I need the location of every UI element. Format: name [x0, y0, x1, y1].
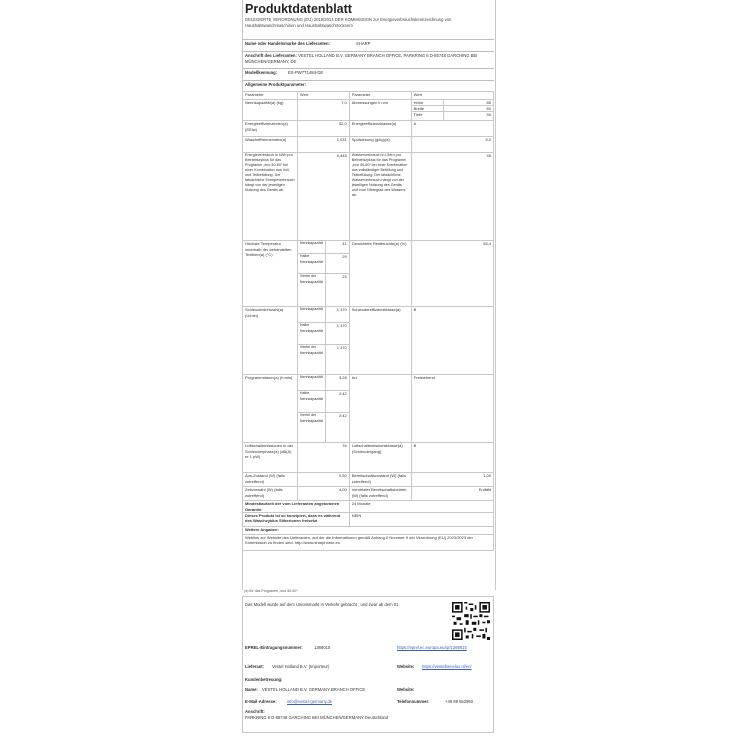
duration-label: Programmdauer(a) (h:min)	[243, 375, 298, 443]
standby-value: 1,00	[411, 473, 493, 487]
further-value: Weblink zur Website des Lieferanten, auf der die Informationen gemäß Anhang II Nummer 9 der Verordnung (EU) 2023/2023 der Kommission zu finden sind: http://www.sharphome.eu	[243, 534, 494, 550]
model-label: Modellkennung:	[245, 70, 278, 75]
wash-index-value: 1,031	[297, 137, 349, 153]
eclass-value: A	[411, 121, 493, 137]
silver-label: Dieses Produkt ist so konzipiert, dass es während des Waschzyklus Silberionen freisetzt	[243, 512, 350, 526]
dur-full-value: 3:28	[325, 375, 349, 391]
supplier-name-label: Name oder Handelsmarke des Lieferanten:	[245, 41, 330, 46]
temp-label: Höchste Temperatur innerhalb der behandelten Textilien(a) (°C)	[243, 241, 298, 307]
depth-value: 50	[444, 112, 494, 121]
supplier-address-text	[245, 53, 491, 65]
address-value: PARKRING 6 D-85748 GARCHING BEI MÜNCHEN/GERMANY Deutschland	[245, 715, 389, 720]
delay-value: 4,00	[297, 487, 349, 501]
website-link[interactable]: https://vestelbenelux.nl/en/	[422, 664, 472, 669]
height-value: 85	[444, 100, 494, 106]
phone-label: Telefonnummer:	[397, 699, 430, 704]
dur-half-value: 2:42	[325, 391, 349, 413]
warranty-value: 24 Monate	[349, 501, 493, 512]
col-param-header-2: Parameter	[349, 92, 411, 100]
wash-index-label: Wascheffizienzindex(a)	[243, 137, 298, 153]
footnote: (a) für das Programm „eco 40-60“.	[244, 589, 299, 593]
support-label: Kundenbetreuung:	[245, 677, 283, 682]
model-value: ES-PW7T1484-DE	[288, 70, 324, 75]
dur-full-label: Nennkapazität	[297, 375, 325, 391]
warranty-label: Mindestlaufzeit der vom Lieferanten angebotenen Garantie:	[243, 501, 350, 512]
model-row	[242, 68, 494, 78]
dur-quarter-label: Viertel der Nennkapazität	[297, 413, 325, 443]
network-label: Vernetzter Bereitschaftsbetrieb (W) (falls zutreffend)	[349, 487, 411, 501]
standby-label: Bereitschaftszustand (W) (falls zutreffend)	[349, 473, 411, 487]
temp-quarter-value: 23	[325, 274, 349, 307]
support-name-label: Name:	[245, 687, 258, 692]
spin-label: Schleuderdrehzahl(a) (U/min)	[243, 307, 298, 375]
regulation-text: DELEGIERTE VERORDNUNG (EU) 2019/2014 DER KOMMISSION zur Energieverbrauchskennzeichnung von Haushaltswaschmaschinen und Haushaltswaschtrocknern	[245, 17, 452, 28]
residual-value: 53,4	[411, 241, 493, 307]
off-value: 0,50	[297, 473, 349, 487]
network-value: Entfällt	[411, 487, 493, 501]
eei-value: 52,0	[297, 121, 349, 137]
spin-half-label: Halbe Nennkapazität	[297, 323, 325, 345]
temp-half-label: Halbe Nennkapazität	[297, 254, 325, 274]
general-params-label: Allgemeine Produktparameter:	[245, 82, 306, 87]
col-value-header: Wert	[297, 92, 349, 100]
supplier-address: VESTEL HOLLAND B.V. GERMANY BRANCH OFFICE, PARKRING 6 D-85748 GARCHING BEI MÜNCHEN/GERMANY, DE	[245, 53, 478, 64]
website-label: Website:	[397, 664, 415, 669]
spin-quarter-label: Viertel der Nennkapazität	[297, 345, 325, 375]
type-value: Freistehend	[411, 375, 493, 443]
rinse-label: Spülwirkung (g/kg)(a)	[349, 137, 411, 153]
noise-class-label: Luftschallemissionsklasse(a) (Schleudergang)	[349, 443, 411, 473]
supplier-address-label: Anschrift des Lieferanten:	[245, 53, 297, 58]
eprel-label: EPREL-Eintragungsnummer:	[245, 645, 303, 650]
address-label: Anschrift:	[245, 709, 265, 714]
noise-value: 76	[297, 443, 349, 473]
energy-label: Energieverbrauch in kWh pro Betriebszyklus für das Programm „eco 40-60“ bei einer Kombination aus Voll- und Teilbefüllung. Der tatsächliche Energieverbrauch hängt von der jeweiligen Nutzung des Geräts ab.	[243, 153, 298, 241]
qr-code-icon[interactable]	[452, 602, 490, 640]
market-intro: Das Modell wurde auf dem Unionsmarkt in Verkehr gebracht , und zwar ab dem 01.	[245, 602, 400, 607]
height-label: Höhe	[411, 100, 444, 106]
water-value: 45	[411, 153, 493, 241]
water-label: Wasserverbrauch in Litern pro Betriebszyklus für das Programm „eco 40-60“ bei einer Kombination aus vollständiger Befüllung und Teilbefüllung. Der tatsächliche Wasserverbrauch hängt von der jeweiligen Nutzung des Geräts und vom Härtegrad des Wassers ab.	[349, 153, 411, 241]
phone-value: +49 89 552950	[445, 699, 474, 704]
supplier-value: Vestel Holland B.V. (Importeur)	[272, 664, 330, 669]
col-param-header: Parameter	[243, 92, 298, 100]
dur-quarter-value: 2:42	[325, 413, 349, 443]
noise-label: Luftschallemissionen in der Schleuderphase(a) (dB(A) re 1 pW)	[243, 443, 298, 473]
type-label: Art	[349, 375, 411, 443]
silver-value: NEIN	[349, 512, 493, 526]
temp-half-value: 29	[325, 254, 349, 274]
page-title: Produktdatenblatt	[245, 2, 352, 16]
delay-label: Zeitvorwahl (W) (falls zutreffend)	[243, 487, 298, 501]
supplier-address-row	[242, 51, 494, 66]
off-label: Aus-Zustand (W) (falls zutreffend)	[243, 473, 298, 487]
spin-half-value: 1 370	[325, 323, 349, 345]
supplier-name: SHARP	[356, 41, 371, 46]
eprel-number: 1369015	[314, 645, 331, 650]
temp-full-value: 41	[325, 241, 349, 254]
spin-full-label: Nennkapazität	[297, 307, 325, 323]
spin-class-label: Schleudereffizienzklasse(a)	[349, 307, 411, 375]
dur-half-label: Halbe Nennkapazität	[297, 391, 325, 413]
spin-class-value: B	[411, 307, 493, 375]
width-label: Breite	[411, 106, 444, 112]
temp-quarter-label: Viertel der Nennkapazität	[297, 274, 325, 307]
supplier-name-row	[242, 39, 494, 51]
general-params-row	[242, 80, 494, 90]
eclass-label: Energieeffizienzklasse(a)	[349, 121, 411, 137]
width-value: 60	[444, 106, 494, 112]
noise-class-value: B	[411, 443, 493, 473]
spin-quarter-value: 1 370	[325, 345, 349, 375]
support-website-label: Website:	[397, 687, 415, 692]
capacity-value: 7,0	[297, 100, 349, 121]
email-link[interactable]: info@vestel-germany.de	[287, 699, 333, 704]
support-name-value: VESTEL HOLLAND B.V. GERMANY BRANCH OFFICE	[262, 687, 366, 692]
parameter-table	[242, 91, 494, 551]
supplier-label: Lieferant:	[245, 664, 265, 669]
temp-full-label: Nennkapazität	[297, 241, 325, 254]
col-value-header-2: Wert	[411, 92, 493, 100]
spin-full-value: 1 370	[325, 307, 349, 323]
residual-label: Gewichtete Restfeuchte(a) (%)	[349, 241, 411, 307]
dims-label: Abmessungen in cm	[349, 100, 411, 121]
further-label: Weitere Angaben:	[243, 526, 494, 534]
email-label: E-Mail-Adresse:	[245, 699, 277, 704]
energy-value: 0,448	[297, 153, 349, 241]
depth-label: Tiefe	[411, 112, 444, 121]
eprel-link[interactable]: https://eprel.ec.europa.eu/qr/1369015	[397, 645, 467, 650]
rinse-value: 5,0	[411, 137, 493, 153]
capacity-label: Nennkapazität(a) (kg)	[243, 100, 298, 121]
eei-label: Energieeffizienzindex(a) (EEIw)	[243, 121, 298, 137]
